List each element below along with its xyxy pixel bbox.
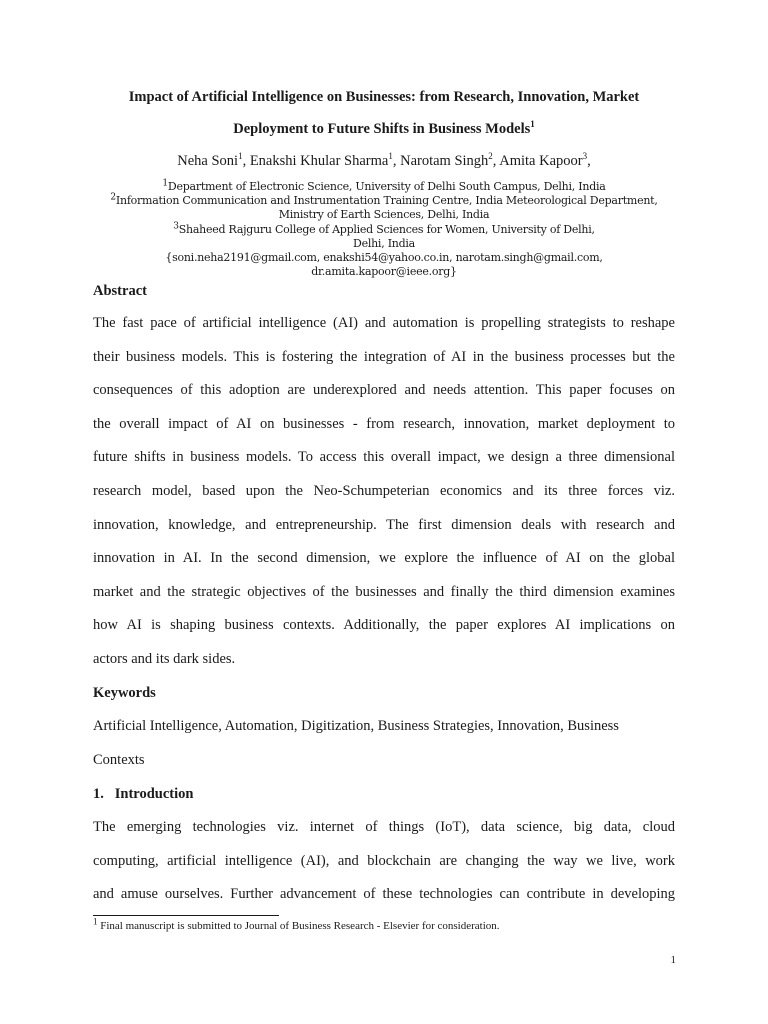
affiliation-2-continued: Ministry of Earth Sciences, Delhi, India — [278, 208, 490, 222]
introduction-body — [93, 811, 675, 912]
author-name: Amita Kapoor — [499, 153, 583, 169]
affiliations — [60, 180, 708, 279]
abstract-line: innovation in AI. In the second dimension, we explore the influence of AI on the global — [93, 550, 675, 567]
affiliation-1 — [60, 180, 708, 194]
author-affiliation-mark: 3 — [582, 151, 588, 162]
abstract-line: their business models. This is fostering the integration of AI in the business processes but the — [93, 348, 675, 365]
keywords-body — [93, 710, 675, 777]
author-affiliation-mark: 2 — [488, 151, 493, 162]
author-name: Neha Soni — [177, 153, 239, 169]
affiliation-3-continued: Delhi, India — [353, 236, 415, 250]
abstract-body — [93, 307, 675, 677]
author-emails: {soni.neha2191@gmail.com, enakshi54@yahoo.co.in, narotam.singh@gmail.com, — [165, 251, 603, 265]
keywords-line: Artificial Intelligence, Automation, Digitization, Business Strategies, Innovation, Business — [93, 718, 619, 734]
footnote-text: Final manuscript is submitted to Journal of Business Research - Elsevier for consideration. — [97, 920, 500, 932]
author-name: Enakshi Khular Sharma — [249, 153, 389, 169]
affiliation-mark: 3 — [173, 220, 179, 231]
abstract-line: future shifts in business models. To access this overall impact, we design a three dimensional — [93, 449, 675, 466]
keywords-line: Contexts — [93, 751, 145, 768]
paper-title-line-2 — [0, 121, 768, 138]
affiliation-2 — [60, 194, 708, 208]
author-separator: , — [392, 153, 401, 169]
introduction-heading: 1. Introduction — [93, 786, 194, 802]
abstract-line: the overall impact of AI on businesses - from research, innovation, market deployment to — [93, 415, 675, 432]
introduction-line: computing, artificial intelligence (AI), and blockchain are changing the way we live, work — [93, 852, 675, 869]
affiliation-text: Shaheed Rajguru College of Applied Sciences for Women, University of Delhi, — [178, 222, 595, 236]
affiliation-text: Information Communication and Instrumentation Training Centre, India Meteorological Department, — [115, 194, 658, 208]
author-separator: , — [587, 153, 591, 169]
author-affiliation-mark: 1 — [388, 151, 393, 162]
abstract-line: research model, based upon the Neo-Schumpeterian economics and its three forces viz. — [93, 482, 675, 499]
affiliation-text: Department of Electronic Science, University of Delhi South Campus, Delhi, India — [167, 180, 606, 193]
abstract-heading: Abstract — [93, 283, 147, 299]
abstract-line: actors and its dark sides. — [93, 650, 236, 667]
abstract-line: how AI is shaping business contexts. Additionally, the paper explores AI implications on — [93, 617, 675, 634]
footnote-rule — [93, 915, 279, 916]
author-list — [0, 153, 768, 170]
title-footnote-mark: 1 — [530, 119, 535, 130]
abstract-line: consequences of this adoption are underexplored and needs attention. This paper focuses on — [93, 382, 675, 399]
affiliation-mark: 2 — [110, 192, 116, 203]
footnote-mark: 1 — [93, 916, 98, 927]
affiliation-mark: 1 — [162, 178, 168, 189]
paper-title-text: Deployment to Future Shifts in Business Models — [233, 121, 531, 137]
author-name: Narotam Singh — [400, 153, 489, 169]
author-affiliation-mark: 1 — [238, 151, 243, 162]
page-number: 1 — [670, 954, 676, 966]
footnote — [93, 916, 500, 932]
abstract-line: innovation, knowledge, and entrepreneurship. The first dimension deals with research and — [93, 516, 675, 533]
keywords-heading: Keywords — [93, 685, 156, 701]
paper-title-line-1: Impact of Artificial Intelligence on Businesses: from Research, Innovation, Market — [128, 89, 640, 105]
introduction-line: The emerging technologies viz. internet of things (IoT), data science, big data, cloud — [93, 819, 675, 835]
affiliation-3 — [60, 220, 708, 237]
abstract-line: market and the strategic objectives of the businesses and finally the third dimension examines — [93, 583, 675, 600]
introduction-line: and amuse ourselves. Further advancement of these technologies can contribute in developing — [93, 886, 675, 903]
author-separator: , — [242, 153, 250, 169]
abstract-line: The fast pace of artificial intelligence (AI) and automation is propelling strategists to reshape — [93, 315, 675, 331]
author-emails-continued: dr.amita.kapoor@ieee.org} — [311, 265, 457, 279]
author-separator: , — [492, 153, 500, 169]
